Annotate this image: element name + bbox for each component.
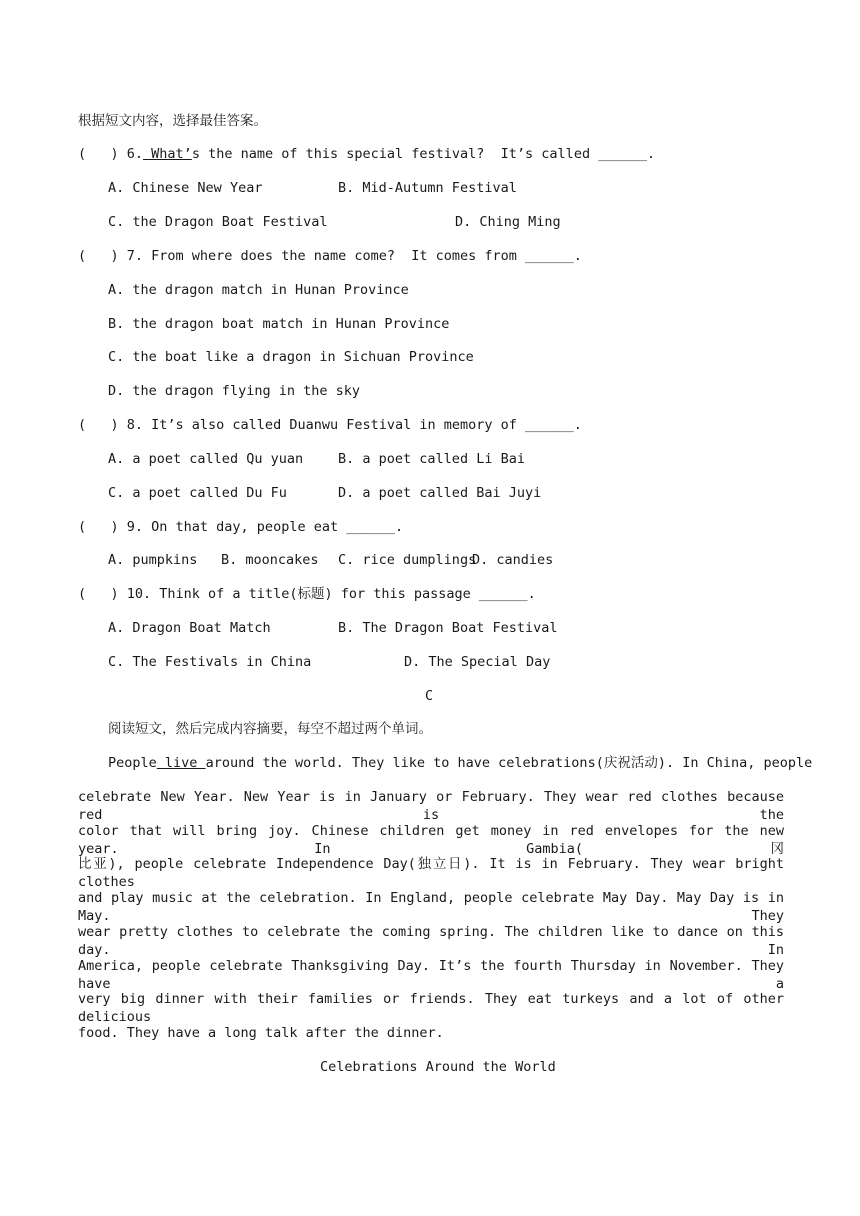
- option-label: C.: [108, 214, 125, 230]
- option-label: D.: [338, 485, 355, 501]
- question-6-prefix: ( ) 6.: [78, 146, 144, 162]
- q10-option-b: [338, 619, 557, 637]
- option-text: the dragon flying in the sky: [132, 383, 360, 399]
- option-text: Dragon Boat Match: [132, 620, 271, 636]
- passage-line-1: [108, 754, 813, 772]
- option-text: the Dragon Boat Festival: [132, 214, 328, 230]
- option-label: C.: [108, 485, 125, 501]
- option-text: candies: [496, 552, 554, 568]
- option-label: A.: [108, 451, 125, 467]
- passage-line-9: food. They have a long talk after the dinner.: [78, 1025, 444, 1041]
- option-label: D.: [455, 214, 472, 230]
- q8-option-b: [338, 450, 525, 468]
- passage-line-3: color that will bring joy. Chinese children get money in red envelopes for the new year. In Gambia(冈: [78, 823, 784, 857]
- option-text: Chinese New Year: [132, 180, 263, 196]
- q10-option-d: [404, 653, 550, 671]
- passage-line-1-rest: around the world. They like to have celebrations(庆祝活动). In China, people: [205, 755, 813, 771]
- option-text: a poet called Qu yuan: [132, 451, 304, 467]
- passage-line-5: and play music at the celebration. In England, people celebrate May Day. May Day is in May. They: [78, 890, 784, 924]
- option-text: The Festivals in China: [132, 654, 312, 670]
- option-text: a poet called Du Fu: [132, 485, 287, 501]
- option-label: B.: [108, 316, 125, 332]
- q9-option-d: [472, 551, 553, 569]
- summary-title: Celebrations Around the World: [320, 1059, 556, 1075]
- q6-option-a: [108, 179, 262, 197]
- option-text: the boat like a dragon in Sichuan Province: [132, 349, 474, 365]
- option-label: C.: [108, 349, 125, 365]
- passage-underlined-word: live: [156, 755, 206, 771]
- q9-option-b: [221, 551, 319, 569]
- option-label: D.: [404, 654, 421, 670]
- option-text: pumpkins: [132, 552, 198, 568]
- option-label: B.: [338, 620, 355, 636]
- passage-line-2: celebrate New Year. New Year is in January or February. They wear red clothes because red is the: [78, 789, 784, 823]
- option-label: A.: [108, 282, 125, 298]
- option-label: B.: [221, 552, 238, 568]
- q9-option-c: [338, 551, 476, 569]
- option-label: A.: [108, 552, 125, 568]
- q8-option-c: [108, 484, 287, 502]
- q7-option-a: [108, 281, 409, 299]
- option-text: the dragon boat match in Hunan Province: [132, 316, 450, 332]
- q8-option-d: [338, 484, 541, 502]
- question-6-underlined: What’: [143, 146, 192, 162]
- option-text: Mid-Autumn Festival: [362, 180, 517, 196]
- section-heading: C: [425, 688, 434, 704]
- q10-option-c: [108, 653, 311, 671]
- option-text: The Special Day: [428, 654, 551, 670]
- question-7: ( ) 7. From where does the name come? It comes from ______.: [78, 248, 582, 264]
- q7-option-c: [108, 348, 474, 366]
- section-instruction: 阅读短文，然后完成内容摘要，每空不超过两个单词。: [108, 721, 432, 737]
- option-text: Ching Ming: [479, 214, 561, 230]
- option-label: C.: [338, 552, 355, 568]
- q6-option-c: [108, 213, 327, 231]
- option-text: The Dragon Boat Festival: [362, 620, 558, 636]
- option-text: rice dumplings: [362, 552, 477, 568]
- option-label: B.: [338, 180, 355, 196]
- option-label: D.: [472, 552, 489, 568]
- question-9: ( ) 9. On that day, people eat ______.: [78, 519, 404, 535]
- option-text: a poet called Bai Juyi: [362, 485, 542, 501]
- q7-option-b: [108, 315, 449, 333]
- q6-option-d: [455, 213, 561, 231]
- question-10: ( ) 10. Think of a title(标题) for this passage ______.: [78, 586, 536, 602]
- passage-line-4: 比亚), people celebrate Independence Day(独立日). It is in February. They wear bright clothes: [78, 856, 784, 890]
- q10-option-a: [108, 619, 271, 637]
- q6-option-b: [338, 179, 517, 197]
- option-label: C.: [108, 654, 125, 670]
- option-text: mooncakes: [245, 552, 319, 568]
- q9-option-a: [108, 551, 197, 569]
- q7-option-d: [108, 382, 360, 400]
- question-8: ( ) 8. It’s also called Duanwu Festival in memory of ______.: [78, 417, 582, 433]
- question-6: [78, 145, 655, 163]
- passage-line-6: wear pretty clothes to celebrate the coming spring. The children like to dance on this day. In: [78, 924, 784, 958]
- option-label: A.: [108, 620, 125, 636]
- passage-lead: People: [108, 755, 157, 771]
- question-6-rest: s the name of this special festival? It’s called ______.: [191, 146, 656, 162]
- option-text: a poet called Li Bai: [362, 451, 525, 467]
- q8-option-a: [108, 450, 303, 468]
- option-text: the dragon match in Hunan Province: [132, 282, 409, 298]
- option-label: A.: [108, 180, 125, 196]
- option-label: B.: [338, 451, 355, 467]
- option-label: D.: [108, 383, 125, 399]
- instruction: 根据短文内容，选择最佳答案。: [78, 113, 267, 129]
- passage-line-7: America, people celebrate Thanksgiving Day. It’s the fourth Thursday in November. They have a: [78, 958, 784, 992]
- passage-line-8: very big dinner with their families or friends. They eat turkeys and a lot of other delicious: [78, 991, 784, 1025]
